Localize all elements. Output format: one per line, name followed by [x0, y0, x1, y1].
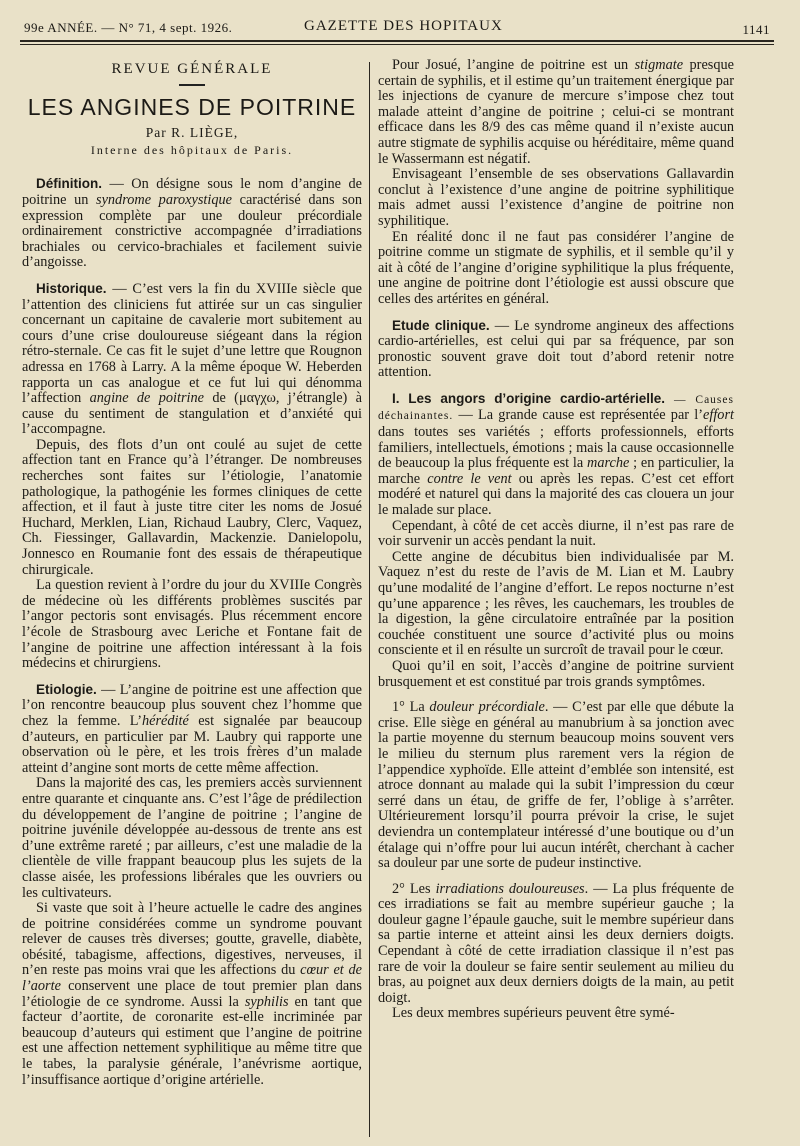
section-heading: I. Les angors d’origine cardio-artérielle.: [392, 390, 666, 406]
section-heading: Etiologie.: [36, 681, 97, 697]
issue-line: 99e ANNÉE. — N° 71, 4 sept. 1926.: [24, 20, 233, 35]
paragraph: Envisageant l’ensemble de ses observations Gallavardin conclut à l’existence d’une angine de poitrine syphilitique mais admet aussi l’existence d’angine de poitrine non syphilitique.: [378, 166, 734, 229]
historique-paragraph: Historique. — C’est vers la fin du XVIIIe siècle que l’attention des cliniciens fut attirée sur un cas singulier concernant un capitaine de cavalerie mort subitement au cours d’une crise douloureuse siégeant dans la région rétro-sternale. Ce cas fit le sujet d’une lettre que Rougnon adressa en 1768 à Larry. A la même époque W. Heberden rapporta un cas analogue et ce fut lui qui dénomma l’affection angine de poitrine de (μαγχω, j’étrangle) à cause du sentiment de stangulation et d’anxiété qui l’accompagne.: [22, 280, 363, 438]
journal-name: GAZETTE DES HOPITAUX: [304, 18, 503, 34]
rubric-bar: [179, 84, 205, 86]
column-divider: [369, 62, 370, 1137]
author-affiliation: Interne des hôpitaux de Paris.: [90, 142, 294, 157]
paragraph: Dans la majorité des cas, les premiers accès surviennent entre quarante et cinquante ans. C’est l’âge de prédilection du développement de l’angine de poitrine ; l’angine de poitrine juvénile développée au-dessous de trente ans est d’une extrême rareté ; par ailleurs, c’est une maladie de la clientèle de ville frappant beaucoup plus les sujets de la classe aisée, les professions libérales que les ouvriers ou les cultivateurs.: [22, 775, 362, 901]
paragraph: Cette angine de décubitus bien individualisée par M. Vaquez n’est du reste de l’avis de M. Lian et M. Laubry qu’une modalité de l’angine d’effort. Le repos nocturne n’est qu’une apparence ; les rêves, les cauchemars, les troubles de la digestion, la gêne circulatoire entraînée par la position couchée constituent une source d’activité plus ou moins consciente et il en résulte un surcroît de travail pour le cœur.: [378, 548, 734, 659]
douleur-paragraph: 1° La douleur précordiale. — C’est par elle que débute la crise. Elle siège en général au manubrium à sa jonction avec la partie moyenne du sternum beaucoup moins souvent vers le milieu du sternum plus rarement vers la région de l’appendice xyphoïde. Elle atteint d’emblée son intensité, est atroce donnant au malade qui la subit l’impression du cœur serré dans un étau, de griffe de fer, l’oblige à s’arrêter. Ultérieurement lorsqu’il pourra prévoir la crise, le sujet deviendra un contemplateur intéressé d’une boutique ou d’un étalage qui n’offre pour lui aucun intérêt, cherchant à cacher sa douleur par une sorte de pudeur instinctive.: [378, 699, 734, 872]
subsection-heading: — Causes déchainantes.: [378, 393, 734, 423]
header-rule-thin: [20, 44, 774, 45]
section-heading: Historique.: [36, 280, 107, 296]
running-header: [24, 14, 770, 40]
paragraph: Quoi qu’il en soit, l’accès d’angine de poitrine survient brusquement et est constitué par trois grands symptômes.: [378, 657, 734, 690]
etiologie-paragraph: Etiologie. — L’angine de poitrine est une affection que l’on rencontre beaucoup plus souvent chez l’homme que chez la femme. L’hérédité est signalée par beaucoup d’auteurs, en particulier par M. Laubry qui rapporte une observation où le père, et les trois frères d’un malade atteint d’angine sont morts de cette même affection.: [22, 681, 362, 776]
paragraph: Cependant, à côté de cet accès diurne, il n’est pas rare de voir survenir un accès pendant la nuit.: [378, 517, 734, 550]
header-rule: [20, 40, 774, 42]
rubric: REVUE GÉNÉRALE: [111, 61, 273, 77]
right-column: [378, 58, 734, 1022]
article-title: LES ANGINES DE POITRINE: [27, 93, 357, 120]
paragraph: La question revient à l’ordre du jour du XVIIIe Congrès de médecine où les différents problèmes suscités par l’angor pectoris sont envisagés. Plus récemment encore l’école de Strasbourg avec Leriche et Fontane fait de l’angine de poitrine une affection intéressant à la fois médecins et chirurgiens.: [22, 577, 362, 672]
paragraph: En réalité donc il ne faut pas considérer l’angine de poitrine comme un stigmate de syphilis, et il semble qu’il y ait à côté de l’angine d’origine syphilitique la plus fréquente, une angine de poitrine dont l’étiologie est aussi obscure que celles des artérites en général.: [378, 228, 734, 307]
angors-paragraph: I. Les angors d’origine cardio-artérielle. — Causes déchainantes. — La grande cause est représentée par l’effort dans toutes ses variétés ; efforts professionnels, efforts familiers, intellectuels, émotions ; mais la cause occasionnelle de beaucoup la plus fréquente est la marche ; en particulier, la marche contre le vent ou après les repas. C’est cet effort modéré et naturel qui dans la majorité des cas clouera un jour le malade sur place.: [378, 390, 734, 519]
paragraph: Depuis, des flots d’un ont coulé au sujet de cette affection tant en France qu’à l’étranger. De nombreuses recherches sont faites sur l’étiologie, l’anatomie pathologique, la pathogénie les formes cliniques de cette affection, et il faut à juste titre citer les noms de Josué Huchard, Merklen, Lian, Richaud Laubry, Clerc, Vaquez, Ch. Fiessinger, Gallavardin, Mackenzie. Danielopolu, Jonnesco en Roumanie font des essais de thérapeutique chirurgicale.: [22, 436, 362, 578]
paragraph: Si vaste que soit à l’heure actuelle le cadre des angines de poitrine considérées comme un syndrome pouvant relever de causes très diverses; goutte, gravelle, diabète, obésité, tabagisme, affections, digestives, nerveuses, il n’en reste pas moins vrai que les affections du cœur et de l’aorte conservent une place de tout premier plan dans l’étiologie de ce syndrome. Aussi la syphilis en tant que facteur d’aortite, de coronarite est-elle incriminée par beaucoup d’auteurs qui estiment que l’angine de poitrine est une affection nettement syphilitique au même titre que le tabes, la paralysie générale, l’anévrisme aortique, l’insuffisance aortique d’origine artérielle.: [22, 900, 362, 1088]
left-column: [22, 58, 362, 1088]
paragraph: Les deux membres supérieurs peuvent être symé-: [392, 1005, 675, 1022]
author-line: Par R. LIÈGE,: [145, 125, 239, 141]
definition-paragraph: Définition. — On désigne sous le nom d’angine de poitrine un syndrome paroxystique caractérisé dans son expression complète par une douleur précordiale ordinairement constrictive accompagnée d’irradiations brachiales ou cervico-brachiales et facilement suivie d’angoisse.: [22, 176, 363, 271]
section-heading: Définition.: [36, 176, 102, 192]
irradiations-paragraph: 2° Les irradiations douloureuses. — La plus fréquente de ces irradiations se fait au membre supérieur gauche ; la douleur gagne l’épaule gauche, suit le membre supérieur dans sa partie interne et atteint ainsi les deux derniers doigts. Cependant à côté de cette irradiation classique il n’est pas rare de voir la douleur se faire sentir seulement au milieu du bras, au poignet aux deux derniers doigts de la main, au petit doigt.: [378, 880, 734, 1006]
etude-clinique-paragraph: Etude clinique. — Le syndrome angineux des affections cardio-artérielles, est celui qui par sa fréquence, par son pronostic souvent grave doit tout d’abord retenir notre attention.: [378, 317, 735, 381]
page-number: 1141: [742, 22, 770, 37]
section-heading: Etude clinique.: [392, 317, 490, 333]
paragraph: Pour Josué, l’angine de poitrine est un stigmate presque certain de syphilis, et il estime qu’un traitement énergique par les injections de cyanure de mercure s’impose chez tout malade atteint d’angine de poitrine ; celui-ci se montrant efficace dans les 8/9 des cas même quand il n’existe aucun autre stigmate de syphilis acquise ou héréditaire, même quand le Wassermann est négatif.: [378, 57, 734, 167]
